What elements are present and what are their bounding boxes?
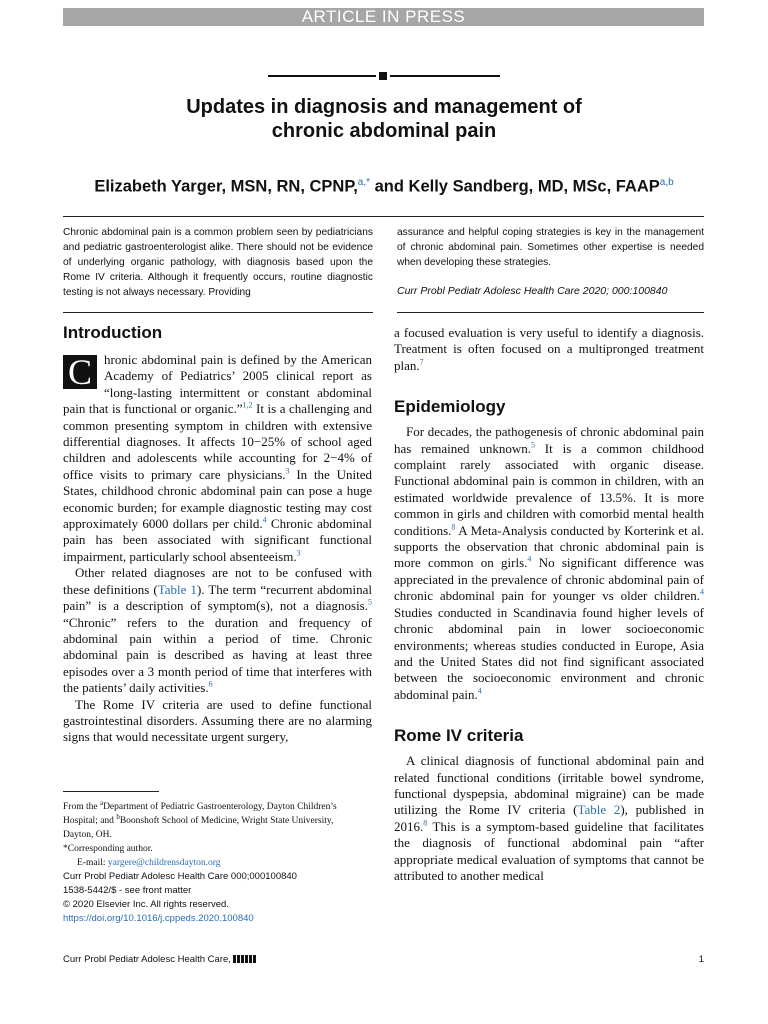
ref-1-2[interactable]: 1,2 (242, 400, 253, 410)
drop-cap: C (63, 355, 97, 389)
abstract-text-left: Chronic abdominal pain is a common problem seen by pediatricians and pediatric gastroenterologist alike. There should not be evidence of underlying organic pathology, with diagnosis based upon the Rome IV criteria. Although it frequently occurs, routine diagnostic testing is not always necessary. Providing (63, 227, 373, 298)
ref-5[interactable]: 5 (368, 597, 372, 607)
corresponding-author: *Corresponding author. (63, 844, 153, 854)
left-column (63, 322, 372, 746)
ref-3[interactable]: 3 (285, 466, 290, 476)
abstract-right (397, 225, 704, 270)
author-1: Elizabeth Yarger, MSN, RN, CPNP, (94, 177, 358, 196)
footnotes: From the $^a$Department of Pediatric Gastroenterology, Dayton Children’s Hospital; and $^b$Boonshoft School of Medicine, Wright State University, Dayton, OH. *Corresponding author. E-mail: yargere@childrensdayton.org Curr Probl Pediatr Adolesc Health Care 000;000100840 1538-5442/$ - see front matter © 2020 Elsevier Inc. All rights reserved. https://doi.org/10.1016/j.cppeds.2020.100840 (63, 800, 373, 926)
rome-iv-paragraph: A clinical diagnosis of functional abdominal pain and related functional conditions (irritable bowel syndrome, functional dyspepsia, abdominal migraine) can be made utilizing the Rome IV criteria (Table 2), published in 2016.$^8$ This is a symptom-based guideline that facilitates the diagnosis of functional abdominal pain “after appropriate medical evaluation of symptoms that cannot be attributed to another medical (394, 753, 705, 883)
epidemiology-paragraph: For decades, the pathogenesis of chronic abdominal pain has remained unknown.$^5$ It is a common childhood complaint rarely associated with organic disease. Functional abdominal pain is common in children, with an estimated worldwide prevalence of 13.5%. It is more common in girls and children with comorbid mental health conditions.$^8$ A Meta-Analysis conducted by Korterink et al. supports the observation that chronic abdominal pain is more common on girls.$^4$ No significant difference was appreciated in the prevalence of chronic abdominal pain of chronic abdominal pain for younger vs older children.$^4$ Studies conducted in Scandinavia found higher levels of chronic abdominal pain in lower socioeconomic environments; whereas studies conducted in Europe, Asia and the United States did not find significant associated between the socioeconomic environment and chronic abdominal pain.$^4$ (394, 424, 704, 702)
author-line (40, 177, 728, 197)
abstract-text-right: assurance and helpful coping strategies is key in the management of chronic abdominal pain. Sometimes other expertise is needed when developing these strategies. (397, 227, 704, 268)
epidemiology-heading: Epidemiology (394, 397, 506, 417)
email-link[interactable]: yargere@childrensdayton.org (107, 858, 221, 868)
rome-iv-heading: Rome IV criteria (394, 726, 524, 746)
abstract-citation: Curr Probl Pediatr Adolesc Health Care 2020; 000:100840 (397, 285, 668, 297)
article-in-press-banner: ARTICLE IN PRESS (63, 8, 704, 26)
table-2-link[interactable]: Table 2 (577, 802, 621, 818)
barcode-icon (233, 955, 257, 963)
author-2-affiliation[interactable]: a,b (659, 177, 674, 188)
page-footer (63, 954, 704, 965)
ref-4[interactable]: 4 (262, 515, 267, 525)
ref-6[interactable]: 6 (208, 679, 213, 689)
ref-3b[interactable]: 3 (296, 548, 301, 558)
intro-paragraph-3: The Rome IV criteria are used to define functional gastrointestinal disorders. Assuming there are no alarming signs that would necessitate urgent surgery, (63, 696, 372, 745)
abstract-top-rule (63, 216, 704, 217)
right-column (394, 325, 704, 884)
right-column-rule (397, 312, 704, 313)
doi-link[interactable]: https://doi.org/10.1016/j.cppeds.2020.100840 (63, 913, 254, 924)
article-title: Updates in diagnosis and management of chronic abdominal pain (186, 96, 582, 142)
left-column-rule (63, 312, 373, 313)
footer-journal: Curr Probl Pediatr Adolesc Health Care, (63, 954, 231, 965)
page-number: 1 (698, 954, 704, 965)
abstract-left (63, 225, 373, 300)
ref-7[interactable]: 7 (419, 357, 424, 367)
table-1-link[interactable]: Table 1 (157, 581, 197, 597)
author-2: Kelly Sandberg, MD, MSc, FAAP (408, 177, 660, 196)
intro-paragraph-4: a focused evaluation is very useful to identify a diagnosis. Treatment is often focused on a multipronged treatment plan.$^7$ (394, 325, 704, 373)
title-ornament (268, 71, 500, 81)
footnote-rule (63, 791, 159, 792)
intro-paragraph-1: C hronic abdominal pain is defined by the American Academy of Pediatrics’ 2005 clinical report as “long-lasting intermittent or constant abdominal pain that is functional or organic.”$^{1,2}$ It is a challenging and common presenting symptom in children with extensive differential diagnoses. It affects 10−25% of school aged children and adolescents while accounting for 2−4% of office visits to primary care physicians.$^3$ In the United States, childhood chronic abdominal pain can pose a huge economic burden; for example diagnostic testing may cost approximately 6000 dollars per child.$^4$ Chronic abdominal pain has been associated with significant functional impairment, particularly school absenteeism.$^3$ (63, 352, 372, 564)
author-and: and (370, 177, 409, 196)
introduction-heading: Introduction (63, 323, 163, 342)
intro-paragraph-2: Other related diagnoses are not to be confused with these definitions (Table 1). The term “recurrent abdominal pain” is a description of symptom(s), not a diagnosis.$^5$ “Chronic” refers to the duration and frequency of abdominal pain within a period of time. Chronic abdominal pain is described as having at least three episodes over a 3 month period of time that interferes with the patients’ daily activities.$^6$ (63, 565, 372, 696)
author-1-affiliation[interactable]: a,* (357, 177, 371, 188)
